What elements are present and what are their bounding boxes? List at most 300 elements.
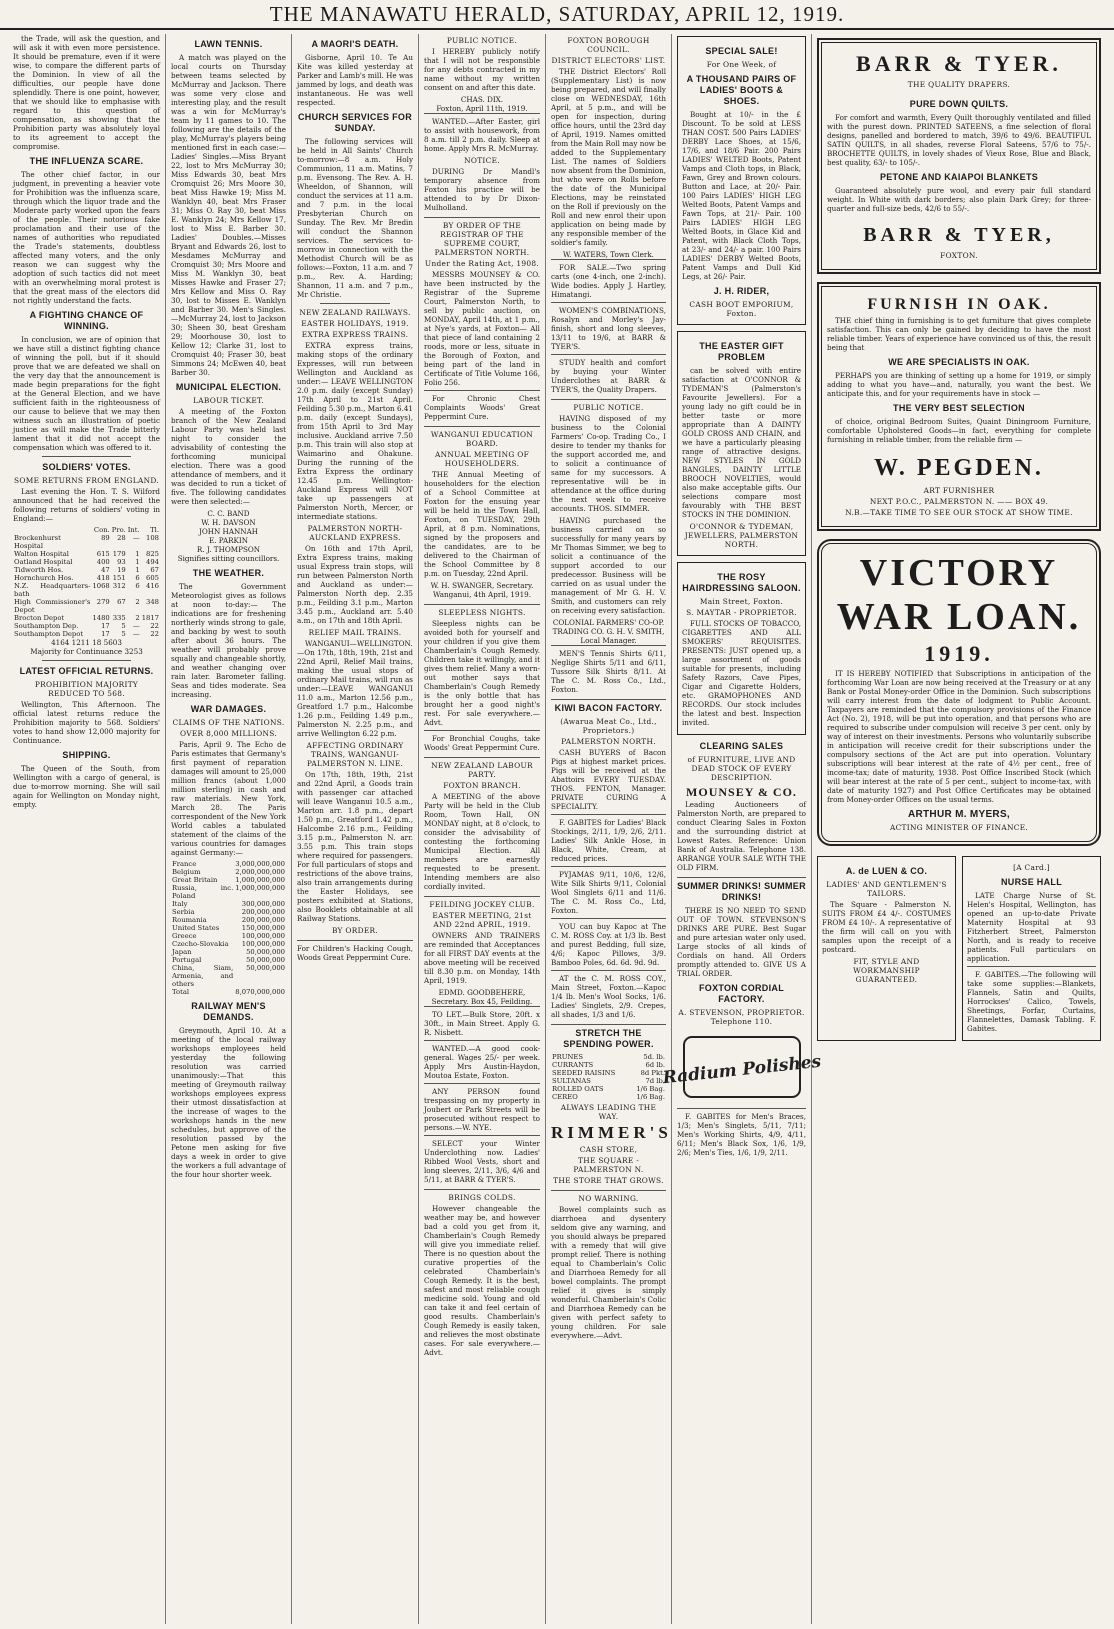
candidates-note: Signifies sitting councillors. [177,554,280,563]
ad-heading: KIWI BACON FACTORY. [551,699,666,714]
table-cell: N.Z. Headquarters-bath [14,582,91,598]
column-4 [419,34,546,1624]
ad-note: N.B.—TAKE TIME TO SEE OUR STOCK AT SHOW TIME. [845,508,1073,517]
price-list [551,1053,666,1101]
ad-text: Sleepless nights can be avoided both for yourself and your children if you give them Chamberlain's Cough Remedy. Children take it willingly, and it gives them relief. Many a worn-out mother says that Chamberlain's Cough Remedy is the only bottle that has brought her a good night's rest. For sale everywhere.—Advt. [424,619,540,727]
ad-heading: BRINGS COLDS. [424,1189,540,1202]
table-cell: 1480 [92,614,110,622]
ad-subheading: ANNUAL MEETING OF HOUSEHOLDERS. [434,450,530,468]
table-cell: 5 [121,622,126,630]
table-cell: 300,000,000 [241,900,285,908]
table-cell: Southampton Dep. [14,622,79,630]
table-cell: 19 [117,566,126,574]
ad-heading: STRETCH THE SPENDING POWER. [551,1024,666,1050]
divider [42,456,130,457]
table-cell: 67 [117,598,126,606]
table-row [171,900,286,908]
table-cell: 50,000,000 [246,956,285,964]
article-text: Greymouth, April 10. At a meeting of the local railway workshops employees held yesterday the following resolution was carried unanimously:—That this meeting of Greymouth railway workshops employees express their utmost dissatisfaction at the increase of wages to the workshops hands in the new schedules, but approve of the resolution passed by the Petone men asking for five days a week in order to give the workers a full advantage of the four hour shorter week. [171,1026,286,1179]
ad-text: OWNERS AND TRAINERS are reminded that Acceptances for all FIRST DAY events at the above meeting will be received till 8.30 p.m. on Monday, 14th April, 1919. [424,931,540,985]
table-row [551,1093,666,1101]
ad-text: THE Annual Meeting of householders for the election of a School Committee at Foxton for the ensuing year will be held in the Town Hall, Foxton, on TUESDAY, 29th April, at 8 p.m. Nominations, signed by the proposers and the candidates, are to be delivered to the Chairman of the School Committee by 8 p.m. on Tuesday, 22nd April. [424,470,540,578]
column-header: Con. [93,526,110,534]
article-subheading: PROHIBITION MAJORITY REDUCED TO 568. [34,680,139,698]
table-cell: 416 [146,582,159,590]
article-heading: CHURCH SERVICES FOR SUNDAY. [297,112,413,133]
bottom-ads [817,854,1101,1047]
table-cell: Great Britain [172,876,218,884]
classified-ad: WOMEN'S COMBINATIONS, Rosalyn and Morley's Jay-finish, short and long sleeves, 13/11 to 19/6, at BARR & TYER'S. [551,302,666,351]
table-cell: Roumania [172,916,207,924]
table-cell: 2 [135,614,140,622]
table-cell: 2,000,000,000 [235,868,285,876]
ad-signoff: CHAS. DIX. [460,95,504,104]
table-cell: 28 [117,534,126,542]
table-cell: 50,000,000 [246,948,285,956]
classified-ad: WANTED.—After Easter, girl to assist with housework, from 8 a.m. till 2 p.m. daily. Sleep at home. Apply Mrs R. McMurray. [424,113,540,153]
article-heading: SHIPPING. [62,750,111,760]
table-cell: 494 [146,558,159,566]
ad-subheading: (Awarua Meat Co., Ltd., Proprietors.) [560,717,657,735]
ad-subheading: RELIEF MAIL TRAINS. [308,628,402,637]
ad-slogan: ALWAYS LEADING THE WAY. [560,1103,657,1121]
ad-heading: PURE DOWN QUILTS. [909,99,1009,109]
table-cell: 7d lb. [645,1077,665,1085]
table-cell: Czecho-Slovakia [172,940,229,948]
ad-subheading: LADIES' AND GENTLEMEN'S TAILORS. [826,880,947,898]
ad-subheading: A. STEVENSON, PROPRIETOR. Telephone 110. [678,1008,805,1026]
ad-signoff: J. H. RIDER, [713,286,770,296]
table-row [171,908,286,916]
ad-text: On 17th, 18th, 19th, 21st and 22nd April, a Goods train with passenger car attached will leave Wanganui 10.5 a.m., Marton arr. 1.8 p.m., depart 1.50 p.m., Greatford 1.42 p.m., Halcombe 2.16 p.m., Feilding 3.15 p.m., Palmerston N. arr. 3.55 p.m. This train stops where required for passengers. For full particulars of stops and restrictions of the above trains, also train arrangements during the Easter Holidays, see posters exhibited at Stations, also Booklets obtainable at all Railway Stations. [297,770,413,923]
classified-ad: F. GABITES for Men's Braces, 1/3; Men's Singlets, 5/11, 7/11; Men's Working Shirts, 4/9, 4/11, 6/11; Men's Black Sox, 1/6, 1/9, 2/6; Men's Ties, 1/6, 1/9, 2/11. [677,1108,806,1157]
ad-heading: A. de LUEN & CO. [845,866,928,876]
rimmer-title: RIMMER'S [551,1123,672,1142]
candidate: E. PARKIN [208,536,249,545]
table-row [171,916,286,924]
table-cell: CEREO [552,1093,578,1101]
article-heading: THE WEATHER. [192,568,265,578]
table-cell: Tidworth Hos. [14,566,64,574]
table-cell: 615 [96,550,110,558]
barr-tyer-footer: BARR & TYER, [863,224,1055,246]
table-cell: France [172,860,197,868]
ad-heading: THE EASTER GIFT PROBLEM [699,341,784,362]
classified-ad: STUDY health and comfort by buying your Winter Underclothes at BARR & TYER'S, the Quality Drapers. [551,354,666,394]
article-text: Wellington, This Afternoon. The official latest returns reduce the Prohibition majority to 568. Soldiers' votes to hand show 12,000 majority for Continuance. [13,700,160,745]
classified-ad: TO LET.—Bulk Store, 20ft. x 30ft., in Main Street. Apply G. R. Nisbett. [424,1006,540,1037]
ad-signoff: ACTING MINISTER OF FINANCE. [889,823,1029,832]
candidate: R. J. THOMPSON [196,545,261,554]
ad-subheading: For One Week, of [706,60,777,69]
table-cell: 8,070,000,000 [235,988,285,996]
radium-polishes-logo [661,1032,822,1102]
table-cell: — [132,622,140,630]
table-cell: 100,000,000 [241,940,285,948]
table-cell: 6d lb. [645,1061,665,1069]
table-cell: Portugal [172,956,202,964]
classified-ad: ANY PERSON found trespassing on my property in Joubert or Park Streets will be prosecuted without respect to persons.—W. NYE. [424,1083,540,1132]
ad-subheading: FOXTON BRANCH. [443,781,521,790]
table-row [13,574,160,582]
ad-subheading: of FURNITURE, LIVE AND DEAD STOCK OF EVERY DESCRIPTION. [687,755,796,782]
table-cell: 47 [101,566,110,574]
tailors-ad [817,856,956,1041]
table-cell: 348 [146,598,159,606]
votes-table [13,526,160,638]
masthead: THE MANAWATU HERALD, SATURDAY, APRIL 12, 1919. [0,0,1114,30]
article-text: The Queen of the South, from Wellington with a cargo of general, is due to-morrow morning. She will sail again for Wellington on Monday night, empty. [13,764,160,809]
column-header [13,526,91,534]
ad-text: However changeable the weather may be, and however bad a cold you get from it, Chamberlain's Cough Remedy will give you immediate relief. There is no question about the curative properties of the celebrated Chamberlain's Cough Remedy. It is the best, safest and most reliable cough medicine sold. Young and old can take it and feel certain of good results. Chamberlain's Cough Remedy is easily taken, and relieves the most obstinate cases. For sale everywhere.—Advt. [424,1204,540,1357]
candidate: C. C. BAND [207,509,250,518]
ad-text: HAVING purchased the business carried on so successfully for many years by Mr Thomas Simmer, we beg to solicit a continuance of the support accorded to our predecessor. Business will be carried on as usual under the management of Mr G. H. V. Smith, and customers can rely on receiving every satisfaction. [551,516,666,615]
table-cell: Russia, inc. Poland [172,884,234,900]
ad-text: FULL STOCKS OF TOBACCO, CIGARETTES AND ALL SMOKERS' REQUISITES. PRESENTS: JUST opened up, a large assortment of goods suitable for presents, including Safety Razors, Cave Pipes, Cigar and Cigarette Holders, etc. GRAMOPHONES AND RECORDS. Our stock includes the latest and best. Inspection invited. [682,619,801,727]
table-header-row [13,526,160,534]
table-row [13,550,160,558]
ad-heading: THE VERY BEST SELECTION [893,403,1025,413]
table-row [171,964,286,988]
table-cell: 312 [112,582,126,590]
barr-tyer-ad [817,38,1101,274]
classified-ad: PYJAMAS 9/11, 10/6, 12/6, Wite Silk Shirts 9/11, Colonial Wool Singlets 6/11 and 11/6. The C. M. Ross Co., Ltd, Foxton. [551,866,666,915]
classified-ad: AT the C. M. ROSS COY., Main Street, Foxton.—Kapoc 1/4 lb. Men's Wool Socks, 1/6. Ladies' Singlets, 2/9. Crepes, all shades, 1/3 and 1/6. [551,970,666,1019]
table-cell: 22 [150,630,159,638]
table-cell: 2 [135,598,140,606]
article-heading: MUNICIPAL ELECTION. [175,382,282,392]
mounsey-title: MOUNSEY & CO. [686,785,797,799]
table-cell: 1,000,000,000 [235,876,285,884]
classified-ad: For Chronic Chest Complaints Woods' Great Peppermint Cure. [424,390,540,421]
table-cell: Walton Hospital [14,550,69,558]
divider [42,660,130,661]
ad-text: can be solved with entire satisfaction at O'CONNOR & TYDEMAN'S (Palmerston's Favourite Jewellers). For a young lady no gift could be in better taste or more appropriate than A DAINTY GOLD CROSS AND CHAIN, and we have a particularly pleasing range of attractive designs. NEW STYLES IN GOLD BANGLES, DAINTY LITTLE BROOCH NOVELTIES, would also make acceptable gifts. Our selections compare most favourably with THE BEST STOCKS IN THE DOMINION. [682,366,801,519]
table-cell: — [132,534,140,542]
ad-subheading: THE QUALITY DRAPERS. [907,80,1011,89]
war-loan-title: WAR LOAN. [836,596,1082,638]
table-cell: 825 [146,550,159,558]
article-text: Paris, April 9. The Echo de Paris estimates that Germany's first payment of reparation damages will amount to 25,000 million francs (about 1,000 million sterling) in cash and raw materials. New York, March 28. The Paris correspondent of the New York World cables a tabulated statement of the claims of the various countries for damages against Germany:— [171,740,286,857]
ad-address: NEXT P.O.C., PALMERSTON N. —— BOX 49. [869,497,1049,506]
ad-text: of choice, original Bedroom Suites, Quaint Diningroom Furniture, comfortable Upholstered Goods—in fact, everything for complete furnishing in reliable timber, from the reliable firm — [827,417,1091,444]
votes-majority: Majority for Continuance 3253 [30,647,143,656]
table-cell: 418 [96,574,110,582]
table-cell: 279 [96,598,110,606]
table-row [13,630,160,638]
table-row [171,988,286,996]
table-row [171,868,286,876]
ad-text: HAVING disposed of my business to the Colonial Farmers' Co-op. Trading Co., I desire to tender my thanks for the support accorded me, and to solicit a continuance of same for my successors. A representative will be in attendance at the office during the next week to receive accounts. THOS. SIMMER. [551,414,666,513]
ad-text: CASH BUYERS of Bacon Pigs at highest market prices. Pigs will be received at the Abattoirs EVERY TUESDAY. THOS. FENTON, Manager. PRIVATE CURING A SPECIALITY. [551,748,666,811]
article-subheading: LABOUR TICKET. [193,396,264,405]
ad-heading: WANGANUI EDUCATION BOARD. [424,426,540,448]
ad-card-label: [A Card.] [1013,863,1050,872]
ad-text: For comfort and warmth, Every Quilt thoroughly ventilated and filled with the purest down. PRINTED SATEENS, a fine selection of floral designs, panelled and bordered to match, 39/6 to 49/6. BEAUTIFUL SATIN QUILTS, in all shades, reverse Floral Sateens, 57/6 to 75/-. BROCHETTE QUILTS, in lovely shades of Vieux Rose, Blue and Black, best quality, 63/- to 105/-. [827,113,1091,167]
classified-ad: FOR SALE.—Two spring carts (one 4-inch, one 2-inch). Wide bodies. Apply J. Hartley, Himatangi. [551,259,666,299]
votes-totals: 4164 1211 18 5603 [51,638,122,647]
ad-heading: FOXTON CORDIAL FACTORY. [698,983,785,1004]
ad-heading: WE ARE SPECIALISTS IN OAK. [888,357,1030,367]
table-cell: 1,000,000,000 [235,884,285,892]
classified-ad: SELECT your Winter Underclothing now. Ladies' Ribbed Wool Vests, short and long sleeves, 2/11, 3/6, 4/6 and 5/11, at BARR & TYER'S. [424,1135,540,1184]
ad-signoff: W. WATERS, Town Clerk. [563,250,654,259]
ad-subheading: CASH STORE, [579,1145,638,1154]
ad-text: THE chief thing in furnishing is to get furniture that gives complete satisfaction. This can only be gained by deciding to have the most reliable timber. Years of experience have convinced us of this, the result being that [827,316,1091,352]
cough-ad: For Children's Hacking Cough, Woods Great Peppermint Cure. [297,940,413,962]
article-text: Last evening the Hon. T. S. Wilford announced that he had received the following returns of soldiers' voting in England:— [13,487,160,523]
ad-signoff: BY ORDER. [331,926,379,935]
ad-text: EXTRA express trains, making stops of the ordinary Expresses, will run between Wellington and Auckland as under:— LEAVE WELLINGTON 2.0 p.m. daily (except Sunday) 17th April to 21st April. Feilding 5.30 p.m., Marton 6.41 p.m. daily (except Sundays), from 15th April to 3rd May inclusive. Auckland arrive 7.50 p.m. This train will also stop at Waimarino and Ohakune. During the running of the Extra Express the ordinary 12.45 p.m. Wellington-Auckland Express will NOT take up passengers at Palmerston North, Mercer, or intermediate stations. [297,341,413,521]
radium-logo-graphic [661,1035,822,1099]
table-cell: United States [172,924,220,932]
table-cell: Serbia [172,908,195,916]
article-text: the Trade, will ask the question, and will ask it with even more persistence. It should be premature, even if it were wise, to compare the different parts of the Dominion. In view of all the difficulties, our people have done splendidly. There is one point, however, that we should like to emphasise with regard to this question of compensation, as showing that the Prohibition party was absolutely loyal to its agreement to accept the compromise. [13,34,160,151]
ad-subheading: AFFECTING ORDINARY TRAINS, WANGANUI-PALMERSTON N. LINE. [306,741,404,768]
table-row [551,1069,666,1077]
table-cell: 50,000,000 [246,964,285,972]
article-text: In conclusion, we are of opinion that we have still a distinct fighting chance of winning the poll, but if it should prove that we are defeated we shall on the very day that the announcement is made begin preparations for the fight at the General Election, and we have sufficient faith in the righteousness of our cause to believe that we may then witness such an illustration of poetic justice as will make the Trade bitterly lament that it did not accept the compensation which was offered to it. [13,335,160,452]
table-row [13,582,160,598]
ad-subheading: Main Street, Foxton. [699,597,784,606]
table-cell: 200,000,000 [241,908,285,916]
table-cell: — [132,630,140,638]
ad-text: The Square - Palmerston N. SUITS FROM £4 4/-. COSTUMES FROM £4 10/-. A representative of the firm will call on you with samples upon the receipt of a postcard. [822,900,951,954]
column-5 [546,34,672,1624]
ad-subheading: S. MAYTAR - PROPRIETOR. [686,608,797,617]
victory-title: VICTORY [859,552,1059,594]
table-cell: 6 [135,582,140,590]
table-cell: 179 [112,550,126,558]
table-cell: 1/6 Bag. [636,1085,665,1093]
candidate: JOHN HANNAH [198,527,259,536]
table-cell: PRUNES [552,1053,583,1061]
ad-subheading: A THOUSAND PAIRS OF LADIES' BOOTS & SHOES. [686,74,797,106]
classified-ad: YOU can buy Kapoc at The C. M. ROSS Coy. at 1/3 lb. Best and purest Bedding, full size, 4/6; Kapoc Pillows, 3/9. Bamboo Poles, 6d. 6d. 9d. 9d. [551,918,666,967]
table-cell: 22 [150,622,159,630]
newspaper-page [8,34,1106,1624]
classified-ad: F. GABITES for Ladies' Black Stockings, 2/11, 1/9, 2/6, 2/11. Ladies' Silk Ankle Hose, in Black, White, Cream, at reduced prices. [551,814,666,863]
table-cell: Oatland Hospital [14,558,73,566]
table-row [171,940,286,948]
ad-subheading: FOXTON. [940,251,978,260]
ad-text: WANGANUI—WELLINGTON.—On 17th, 18th, 19th, 21st and 22nd April, Relief Mail trains, making the usual stops of ordinary Mail trains, will run as under:—LEAVE WANGANUI 11.0 a.m., Marton 12.56 p.m., Greatford 1.7 p.m., Halcombe 1.26 p.m., Feilding 1.49 p.m., Palmerston N. 2.25 p.m., and arrive Wellington 6.22 p.m. [297,639,413,738]
table-cell: 108 [146,534,159,542]
ad-text: Guaranteed absolutely pure wool, and every pair full standard weight. In White with dark borders; also plain Dark Grey; for three-quarter and full-size beds, 42/6 to 55/-. [827,186,1091,213]
column-header: Pro. [111,526,126,534]
furnish-oak-ad [817,282,1101,531]
table-cell: 1/6 Bag. [636,1093,665,1101]
column-3 [292,34,419,1624]
ad-heading: SPECIAL SALE! [705,46,778,56]
table-row [171,876,286,884]
ad-text: LATE Charge Nurse of St. Helen's Hospital, Wellington, has opened an up-to-date Private Maternity Hospital at 93 Fitzherbert Street, Palmerston North, and is ready to receive patients. Full particulars on application. [967,891,1096,963]
ad-subheading: THE STORE THAT GROWS. [553,1176,664,1185]
table-cell: Brocton Depot [14,614,65,622]
column-header: Int. [127,526,140,534]
table-cell: SULTANAS [552,1077,591,1085]
special-sale-ad [677,36,806,325]
ad-heading: PUBLIC NOTICE. [551,399,666,412]
table-cell: Greece [172,932,197,940]
ad-heading: NO WARNING. [551,1190,666,1203]
article-text: The other chief factor, in our judgment, in preventing a heavier vote for Prohibition was the influenza scare, through which the liquor trade and the Moderate party worked upon the fears of the people. Their notorious fake proclamation and their use of the names of authorities who repudiated the Trade's statements, doubtless affected many voters, and the only reason we can suggest why the adoption of such tactics did not meet with an overwhelming moral protest is that the great mass of the electors did not rightly understand the facts. [13,170,160,305]
ad-subheading: Under the Rating Act, 1908. [424,259,540,268]
table-cell: Southampton Depot [14,630,84,638]
table-row [171,956,286,964]
ad-text: On 16th and 17th April, Extra Express trains, making usual Express train stops, will run between Palmerston North and Auckland as under:—Palmerston North dep. 2.35 p.m., Feilding 3.1 p.m., Marton 3.45 p.m., Auckland arr. 5.40 a.m., on 17th and 18th April. [297,544,413,625]
furnish-oak-title: FURNISH IN OAK. [867,296,1051,313]
hairdressing-ad [677,562,806,735]
ad-subheading: EXTRA EXPRESS TRAINS. [301,330,409,339]
table-row [171,860,286,868]
ad-signoff: FIT, STYLE AND WORKMANSHIP GUARANTEED. [853,957,920,984]
article-heading: WAR DAMAGES. [190,704,267,714]
table-cell: CURRANTS [552,1061,594,1069]
ad-signoff: ARTHUR M. MYERS, [907,809,1011,820]
column-2 [166,34,292,1624]
table-cell: 17 [101,630,110,638]
table-row [13,622,160,630]
article-subheading: SOME RETURNS FROM ENGLAND. [14,476,159,485]
divider [320,303,390,304]
ad-heading: FEILDING JOCKEY CLUB. [424,896,540,909]
table-cell: 17 [101,622,110,630]
table-cell: Italy [172,900,188,908]
table-cell: 1 [135,558,140,566]
candidate: W. H. DAVSON [201,518,256,527]
ad-subheading: ART FURNISHER [923,486,995,495]
article-heading: THE INFLUENZA SCARE. [29,156,144,166]
table-cell: 8d Pkt. [640,1069,665,1077]
table-cell: 93 [117,558,126,566]
column-6 [661,34,822,1624]
table-cell: 200,000,000 [241,916,285,924]
ad-text: PERHAPS you are thinking of setting up a home for 1919, or simply adding to what you have—and, naturally, you want the best. We anticipate this, and for your requirements have in stock — [827,371,1091,398]
ad-signoff: EDMD. GOODBEHERE, Secretary. Box 45, Feilding. [431,988,533,1006]
article-text: A meeting of the Foxton branch of the New Zealand Labour Party was held last night to consider the advisability of contesting the forthcoming municipal election. There was a good attendance of members, and it was decided to run a ticket of five. The following candidates were then selected:— [171,407,286,506]
ad-heading: PUBLIC NOTICE. [446,36,518,45]
table-cell: High Commissioner's Depot [14,598,91,614]
ad-text: Leading Auctioneers of Palmerston North, are prepared to conduct Clearing Sales in Foxton and the surrounding district at Lowest Rates. Reference: Union Bank of Australia. Telephone 138. ARRANGE YOUR SALE WITH THE OLD FIRM. [677,800,806,872]
article-heading: LATEST OFFICIAL RETURNS. [19,666,154,676]
table-row [171,932,286,940]
table-row [13,566,160,574]
ad-heading: NEW ZEALAND RAILWAYS. [299,308,411,317]
table-row [13,534,160,550]
article-text: A match was played on the local courts on Thursday between teams selected by McMurray and Jackson. There was some very close and interesting play, and the result was a win for McMurray's team by 11 games to 10. The following are the details of the play, McMurray's players being mentioned first in each case:— Ladies' Singles.—Miss Bryant 22, lost to Mrs McMurray 30; Miss Edwards 30, beat Mrs Cromquist 26; Mrs Moore 30, beat Miss Hawke 19; Miss M. Wanklyn 40, beat Mrs Fraser 31; Miss O. Ray 30, beat Miss E. Wanklyn 24; Mrs Kellow 17, lost to Miss E. Barber 30. Ladies' Doubles.—Misses Bryant and Edwards 26, lost to Mesdames McMurray and Cromquist 30; Mrs Moore and Miss M. Wanklyn 30, beat Misses Hawke and Fraser 27; Mrs Kellow and Miss O. Ray 30, lost to Misses E. Wanklyn and Barber 30. Men's Singles.—McMurray 24, lost to Jackson 30; Sheen 30, beat Gresham 29; Moorhouse 30, lost to Kellow 12; Clarke 31, lost to Cromquist 40; Fraser 30, beat Simmons 24; McEwen 40, beat Barber 30. [171,53,286,377]
ad-signoff: W. H. SWANGER, Secretary. [430,581,534,590]
table-cell: 1 [135,550,140,558]
ad-text: THERE IS NO NEED TO SEND OUT OF TOWN. STEVENSON'S DRINKS ARE PURE. Best Sugar and pure artesian water only used. Large stocks of all kinds of Cordials on hand. All Orders promptly attended to. GIVE US A TRIAL ORDER. [677,906,806,978]
table-cell: ROLLED OATS [552,1085,604,1093]
ad-subheading: DISTRICT ELECTORS' LIST. [551,56,666,65]
ad-text: A MEETING of the above Party will be held in the Club Room, Town Hall, ON MONDAY night, at 8 o'clock, to consider the advisability of contesting the forthcoming Municipal Election. All members are earnestly requested to be present. Intending members are also cordially invited. [424,792,540,891]
ad-signoff: COLONIAL FARMERS' CO-OP. TRADING CO. G. H. V. SMITH, Local Manager. [552,618,665,645]
classified-ad: WANTED.—A good cook-general. Wages 25/- per week. Apply Mrs Austin-Haydon, Moutoa Estate, Foxton. [424,1040,540,1080]
table-row [13,598,160,614]
article-text: The Government Meteorologist gives as follows at noon to-day:— The indications are for freshening northerly winds strong to gale, and backing by west to south after about 36 hours. The weather will probably prove squally and changeable shortly, and weather changing over rain later. Barometer falling. Seas and tides moderate. Sea increasing. [171,582,286,699]
ad-subheading: EASTER MEETING, 21st AND 22nd APRIL, 1919. [432,911,532,929]
ad-subheading: EASTER HOLIDAYS, 1919. [301,319,409,328]
ad-heading: SUMMER DRINKS! SUMMER DRINKS! [677,877,806,903]
article-text: The following services will be held in All Saints' Church to-morrow:—8 a.m. Holy Communion, 11 a.m. Matins, 7 p.m. Evensong. The Rev. A. H. Wheeldon, of Shannon, will conduct the services at 11 a.m. and 7 p.m. in the local Presbyterian Church on Sunday. The Rev. Mr Bredin will conduct the Shannon services. The services to-morrow in connection with the Methodist Church will be as follows:—Foxton, 11 a.m. and 7 p.m., Rev. A. Harding; Shannon, 11 a.m. and 7 p.m., Mr Christie. [297,137,413,299]
table-cell: 5 [121,630,126,638]
column-1 [8,34,166,1624]
ad-subheading: PALMERSTON NORTH-AUCKLAND EXPRESS. [307,524,403,542]
classified-ad: MEN'S Tennis Shirts 6/11, Neglige Shirts 5/11 and 6/11, Tussore Silk Shirts 8/11. At The C. M. Ross Co., Ltd., Foxton. [551,645,666,694]
ad-signoff: CASH BOOT EMPORIUM, Foxton. [689,300,794,318]
table-cell: 67 [150,566,159,574]
table-row [551,1053,666,1061]
table-cell: 335 [112,614,126,622]
table-cell: Japan [172,948,192,956]
barr-tyer-title: BARR & TYER. [856,51,1062,76]
article-subheading: CLAIMS OF THE NATIONS. [172,718,285,727]
table-row [171,924,286,932]
table-cell: 1817 [141,614,159,622]
ad-text: Bowel complaints such as diarrhoea and dysentery seldom give any warning, and you should always be prepared with a remedy that will give prompt relief. There is nothing equal to Chamberlain's Colic and Diarrhoea Remedy for all bowel complaints. The prompt relief it gives is simply wonderful. Chamberlain's Colic and Diarrhoea Remedy can be given with perfect safety to young children. For sale everywhere.—Advt. [551,1205,666,1340]
table-row [551,1077,666,1085]
table-cell: 100,000,000 [241,932,285,940]
table-cell: Belgium [172,868,201,876]
table-row [13,558,160,566]
article-subheading: OVER 8,000 MILLIONS. [180,729,277,738]
ad-subheading: PALMERSTON NORTH. [561,737,656,746]
table-cell: China, Siam, Armenia, and others [172,964,234,988]
table-row [13,614,160,622]
ad-text: THE District Electors' Roll (Supplementary List) is now being prepared, and will finally close on WEDNESDAY, 16th April, at 5 p.m., and will be open for inspection, during office hours, until the 23rd day of April, 1919. Names omitted from the Main Roll may now be added to the Supplementary List. The names of Soldiers now absent from the Dominion, but who were on Rolls before the date of the Municipal Elections, may be reinstated on the Roll if previously on the Roll and new enrol their upon application on being made by any responsible member of the soldier's family. [551,67,666,247]
table-row [551,1085,666,1093]
article-heading: SOLDIERS' VOTES. [42,462,131,472]
table-row [171,948,286,956]
damages-table [171,860,286,996]
ad-text: Bought at 10/- in the £ Discount. To be sold at LESS THAN COST. 500 Pairs LADIES' DERBY Lace Shoes, at 15/6, 17/6, and 18/6 Pair. 200 Pairs LADIES' WELTED Boots, Patent Vamps and Cloth tops, in Black, Fawn, Grey and Brown colours. Button and Lace, at 20/- Pair. 100 Pairs LADIES' HIGH LEG Welted Boots, Patent Vamps and Fawn Tops, at 21/- Pair. 100 Pairs LADIES' HIGH LEG Welted Boots, in Glace Kid and Patent, with Black Cloth Tops, at 23/- and 24/- a pair. 100 Pairs LADIES' DERBY Welted Boots, Patent Vamps and Dull Kid Legs, at 26/- Pair. [682,110,801,281]
column-header: Tl. [150,526,159,534]
victory-war-loan-ad [817,539,1101,846]
ad-text: DURING Dr Mandl's temporary absence from Foxton his practice will be attended to by Dr Dixon-Mulholland. [424,167,540,212]
table-cell: SEEDED RAISINS [552,1069,616,1077]
victory-year: 1919. [924,641,994,666]
column-7 [812,34,1106,1624]
article-heading: RAILWAY MEN'S DEMANDS. [191,1001,266,1022]
ad-text: I HEREBY publicly notify that I will not be responsible for any debts contracted in my name without my written consent on and after this date. [424,47,540,92]
ad-date: Wanganui, 4th April, 1919. [432,590,532,599]
ad-heading: NEW ZEALAND LABOUR PARTY. [424,757,540,779]
table-cell: 1 [135,566,140,574]
article-heading: A MAORI'S DEATH. [311,39,399,49]
table-cell: 151 [112,574,126,582]
table-cell: Brockenhurst Hospital [14,534,61,550]
nurse-ad [962,856,1101,1041]
ad-heading: BY ORDER OF THE REGISTRAR OF THE SUPREME COURT, PALMERSTON NORTH. [424,217,540,257]
pegden-title: W. PEGDEN. [874,455,1044,481]
ad-subheading: THE SQUARE - PALMERSTON N. [573,1156,644,1174]
table-cell: Total [172,988,190,996]
easter-gift-ad [677,331,806,556]
table-cell: Hornchurch Hos. [14,574,74,582]
table-cell: 89 [101,534,110,542]
ad-date: Foxton, April 11th, 1919. [436,104,528,113]
ad-text: MESSRS MOUNSEY & CO. have been instructed by the Registrar of the Supreme Court, Palmerston North, to sell by public auction, on MONDAY, April 14th, at 1 p.m., at Nye's yards, at Foxton— All that piece of land containing 2 roods, more or less, situate in the Borough of Foxton, and being part of the land in Certificate of Title Volume 166, Folio 256. [424,270,540,387]
ad-heading: PETONE AND KAIAPOI BLANKETS [879,172,1039,182]
table-row [551,1061,666,1069]
ad-signoff: O'CONNOR & TYDEMAN, JEWELLERS, PALMERSTON NORTH. [684,522,799,549]
table-cell: 5d. lb. [643,1053,665,1061]
table-cell: 3,000,000,000 [235,860,285,868]
ad-heading: SLEEPLESS NIGHTS. [424,604,540,617]
ad-heading: NURSE HALL [1001,877,1062,887]
